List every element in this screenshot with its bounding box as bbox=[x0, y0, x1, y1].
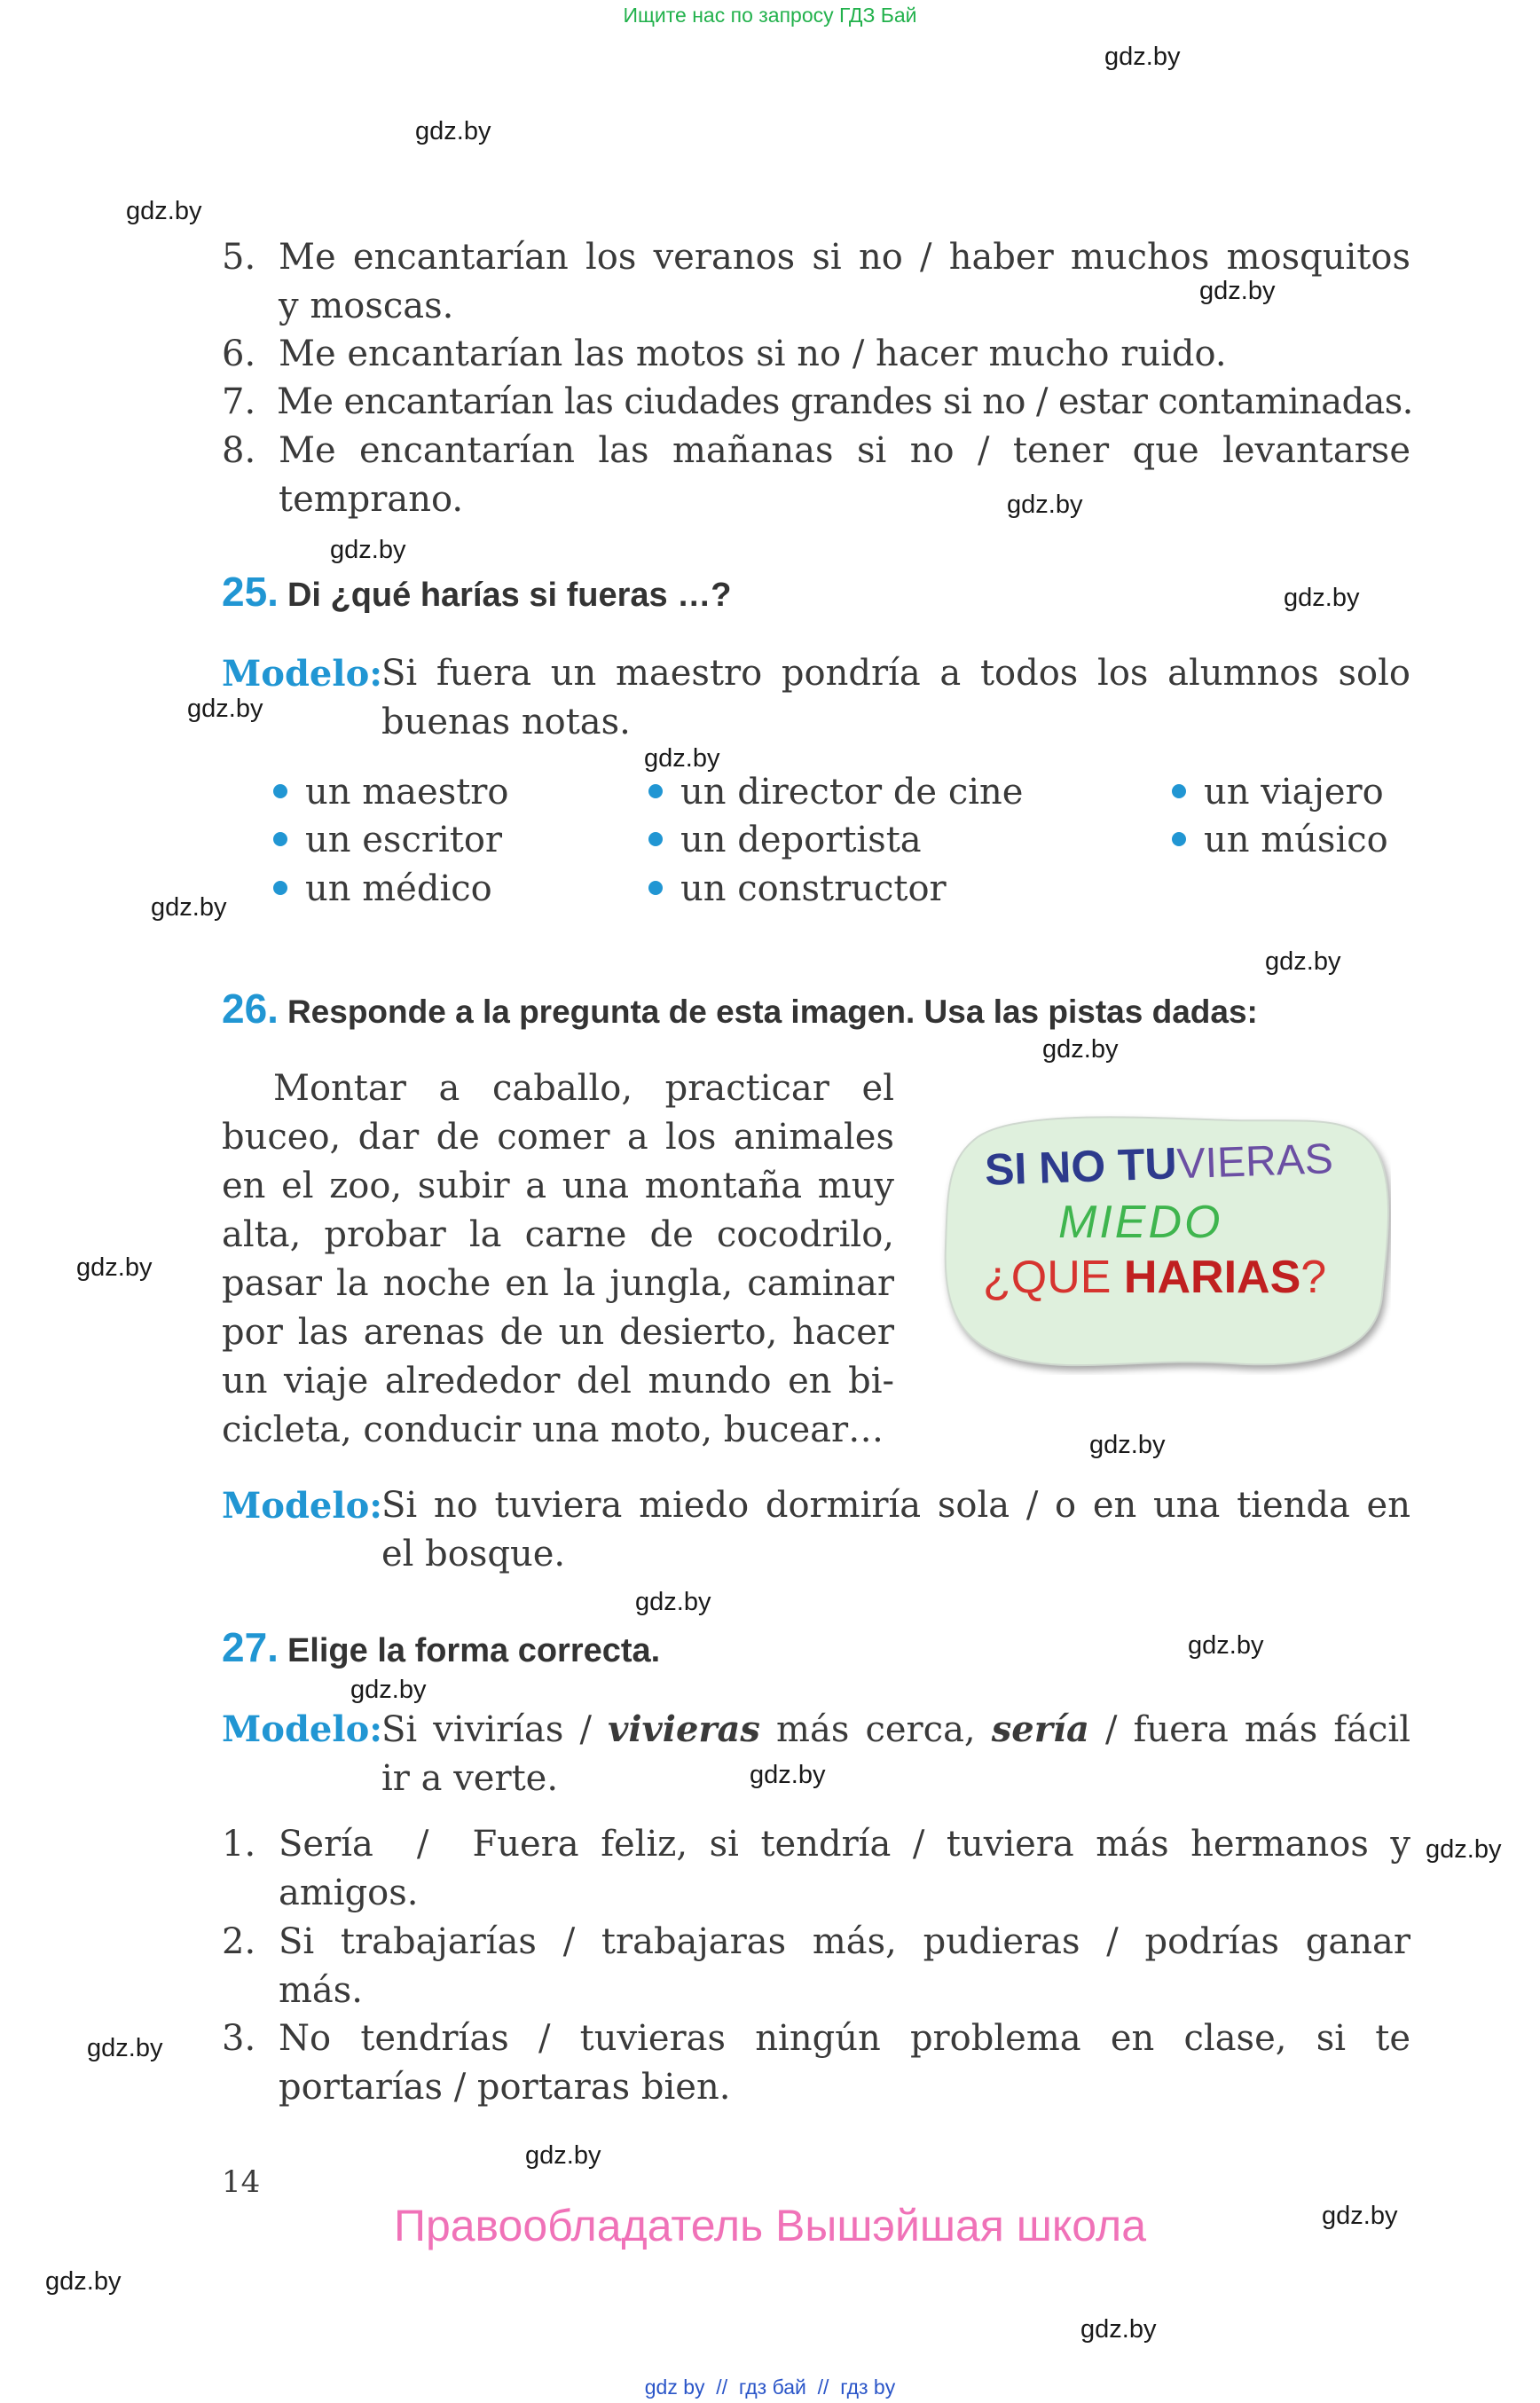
modelo-block bbox=[222, 1481, 1410, 1579]
exercise-title: Di ¿qué harías si fueras …? bbox=[287, 577, 732, 614]
option-item bbox=[273, 816, 502, 865]
paragraph-line: un viaje alrededor del mundo en bi- bbox=[222, 1361, 894, 1402]
option-item bbox=[273, 768, 509, 817]
bullet-icon bbox=[648, 881, 663, 895]
watermark: gdz.by bbox=[1104, 43, 1181, 71]
bullet-icon bbox=[1172, 832, 1186, 846]
question-image bbox=[939, 1104, 1391, 1375]
watermark: gdz.by bbox=[415, 117, 491, 145]
watermark: gdz.by bbox=[126, 197, 202, 225]
option-item bbox=[648, 816, 922, 865]
modelo-label: Modelo: bbox=[222, 1485, 383, 1527]
option-item bbox=[648, 768, 1023, 817]
watermark: gdz.by bbox=[330, 536, 406, 564]
watermark: gdz.by bbox=[45, 2267, 122, 2296]
paragraph-line: buceo, dar de comer a los animales bbox=[222, 1117, 894, 1158]
list-item bbox=[222, 427, 1410, 524]
clue-paragraph bbox=[222, 1064, 894, 1455]
paragraph-line: pasar la noche en la jungla, caminar bbox=[222, 1263, 894, 1304]
item-text-line: y moscas. bbox=[279, 286, 454, 326]
exercise-number: 26. bbox=[222, 986, 279, 1032]
list-item bbox=[222, 1918, 1410, 2015]
list-item bbox=[222, 1820, 1410, 1918]
option-label: un deportista bbox=[680, 820, 922, 860]
option-label: un director de cine bbox=[680, 772, 1024, 813]
image-text: ¿QUE bbox=[983, 1252, 1124, 1303]
image-line-2: MIEDO bbox=[1058, 1197, 1223, 1248]
modelo-label: Modelo: bbox=[222, 653, 383, 695]
watermark: gdz.by bbox=[1265, 947, 1341, 976]
option-item bbox=[648, 865, 947, 914]
exercise-number: 27. bbox=[222, 1624, 279, 1670]
exercise-title: Elige la forma correcta. bbox=[287, 1632, 661, 1669]
exercise-27-heading bbox=[222, 1623, 660, 1671]
modelo-text-line: Si fuera un maestro pondría a todos los alumnos solo bbox=[381, 653, 1410, 694]
bullet-icon bbox=[273, 784, 287, 798]
item-text-line: Me encantarían las motos si no / hacer mucho ruido. bbox=[279, 334, 1227, 374]
item-text-line: Si trabajarías / trabajaras más, pudieras / podrías ganar bbox=[279, 1921, 1410, 1962]
watermark: gdz.by bbox=[1199, 277, 1276, 305]
option-label: un viajero bbox=[1204, 772, 1384, 813]
option-item bbox=[1172, 816, 1388, 865]
modelo-block bbox=[222, 1705, 1410, 1802]
watermark: gdz.by bbox=[151, 893, 227, 922]
footer-links: gdz by // гдз бай // гдз by bbox=[644, 2376, 896, 2399]
option-label: un médico bbox=[305, 868, 492, 909]
image-text: VIERAS bbox=[1175, 1135, 1334, 1189]
copyright-notice: Правообладатель Вышэйшая школа bbox=[394, 2201, 1146, 2250]
watermark: gdz.by bbox=[187, 695, 263, 723]
item-number: 7. bbox=[222, 381, 256, 422]
option-item bbox=[1172, 768, 1384, 817]
watermark: gdz.by bbox=[644, 744, 720, 773]
bullet-icon bbox=[648, 784, 663, 798]
image-text: SI NO TU bbox=[984, 1138, 1178, 1195]
item-text-line: Me encantarían los veranos si no / haber muchos mosquitos bbox=[279, 237, 1410, 278]
watermark: gdz.by bbox=[1089, 1431, 1166, 1459]
item-text-line: Sería / Fuera feliz, si tendría / tuviera más hermanos y bbox=[279, 1824, 1410, 1865]
watermark: gdz.by bbox=[1080, 2315, 1157, 2344]
list-item bbox=[222, 2014, 1410, 2112]
option-label: un constructor bbox=[680, 868, 947, 909]
item-text-line: Me encantarían las ciudades grandes si no / estar contaminadas. bbox=[277, 381, 1413, 422]
item-text-line: más. bbox=[279, 1970, 364, 2011]
watermark: gdz.by bbox=[87, 2034, 163, 2062]
item-text-line: temprano. bbox=[279, 479, 464, 520]
modelo-segment: más cerca, bbox=[759, 1709, 992, 1750]
exercise-number: 25. bbox=[222, 569, 279, 615]
exercise-26-heading bbox=[222, 985, 1258, 1033]
watermark: gdz.by bbox=[1042, 1035, 1119, 1064]
watermark: gdz.by bbox=[1007, 491, 1083, 519]
top-search-note: Ищите нас по запросу ГДЗ Бай bbox=[623, 4, 917, 27]
watermark: gdz.by bbox=[1284, 584, 1360, 612]
exercise-25-heading bbox=[222, 568, 731, 616]
bullet-icon bbox=[648, 832, 663, 846]
item-text-line: amigos. bbox=[279, 1873, 419, 1913]
watermark: gdz.by bbox=[525, 2141, 601, 2170]
modelo-label: Modelo: bbox=[222, 1708, 383, 1750]
watermark: gdz.by bbox=[350, 1676, 427, 1704]
item-number: 6. bbox=[222, 334, 256, 374]
page-number: 14 bbox=[222, 2164, 261, 2200]
watermark: gdz.by bbox=[1322, 2202, 1398, 2230]
item-number: 8. bbox=[222, 430, 256, 471]
option-item bbox=[273, 865, 492, 914]
paragraph-line: Montar a caballo, practicar el bbox=[273, 1068, 894, 1109]
bullet-icon bbox=[273, 881, 287, 895]
modelo-text-line: buenas notas. bbox=[381, 702, 631, 742]
bullet-icon bbox=[1172, 784, 1186, 798]
option-label: un escritor bbox=[305, 820, 503, 860]
paragraph-line: en el zoo, subir a una montaña muy bbox=[222, 1166, 894, 1206]
paragraph-line: alta, probar la carne de cocodrilo, bbox=[222, 1214, 894, 1255]
option-label: un músico bbox=[1204, 820, 1388, 860]
modelo-text-line bbox=[381, 1705, 1410, 1755]
watermark: gdz.by bbox=[1188, 1631, 1264, 1660]
modelo-text-line: ir a verte. bbox=[381, 1758, 559, 1799]
item-number: 5. bbox=[222, 237, 256, 278]
modelo-text-line: Si no tuviera miedo dormiría sola / o en una tienda en bbox=[381, 1485, 1410, 1526]
option-label: un maestro bbox=[305, 772, 509, 813]
item-text-line: portarías / portaras bien. bbox=[279, 2067, 731, 2108]
item-number: 2. bbox=[222, 1921, 256, 1962]
item-text-line: Me encantarían las mañanas si no / tener que levantarse bbox=[279, 430, 1410, 471]
image-line-3 bbox=[983, 1251, 1326, 1304]
item-number: 3. bbox=[222, 2018, 256, 2059]
watermark: gdz.by bbox=[750, 1761, 826, 1789]
image-text: HARIAS bbox=[1123, 1252, 1301, 1303]
modelo-correct-answer: sería bbox=[991, 1708, 1089, 1750]
image-text: ? bbox=[1300, 1252, 1327, 1303]
watermark: gdz.by bbox=[76, 1253, 153, 1282]
modelo-block bbox=[222, 649, 1410, 747]
modelo-text-line: el bosque. bbox=[381, 1534, 566, 1575]
list-item bbox=[222, 233, 1410, 331]
watermark: gdz.by bbox=[635, 1588, 711, 1616]
exercise-title: Responde a la pregunta de esta imagen. Usa las pistas dadas: bbox=[287, 993, 1258, 1030]
modelo-segment: Si vivirías / bbox=[381, 1709, 609, 1750]
modelo-segment: / fuera más fácil bbox=[1088, 1709, 1410, 1750]
watermark: gdz.by bbox=[1426, 1835, 1502, 1864]
paragraph-line: por las arenas de un desierto, hacer bbox=[222, 1312, 894, 1353]
item-text-line: No tendrías / tuvieras ningún problema en clase, si te bbox=[279, 2018, 1410, 2059]
paragraph-line: cicleta, conducir una moto, bucear… bbox=[222, 1410, 884, 1450]
bullet-icon bbox=[273, 832, 287, 846]
item-number: 1. bbox=[222, 1824, 256, 1865]
modelo-correct-answer: vivieras bbox=[608, 1708, 760, 1750]
